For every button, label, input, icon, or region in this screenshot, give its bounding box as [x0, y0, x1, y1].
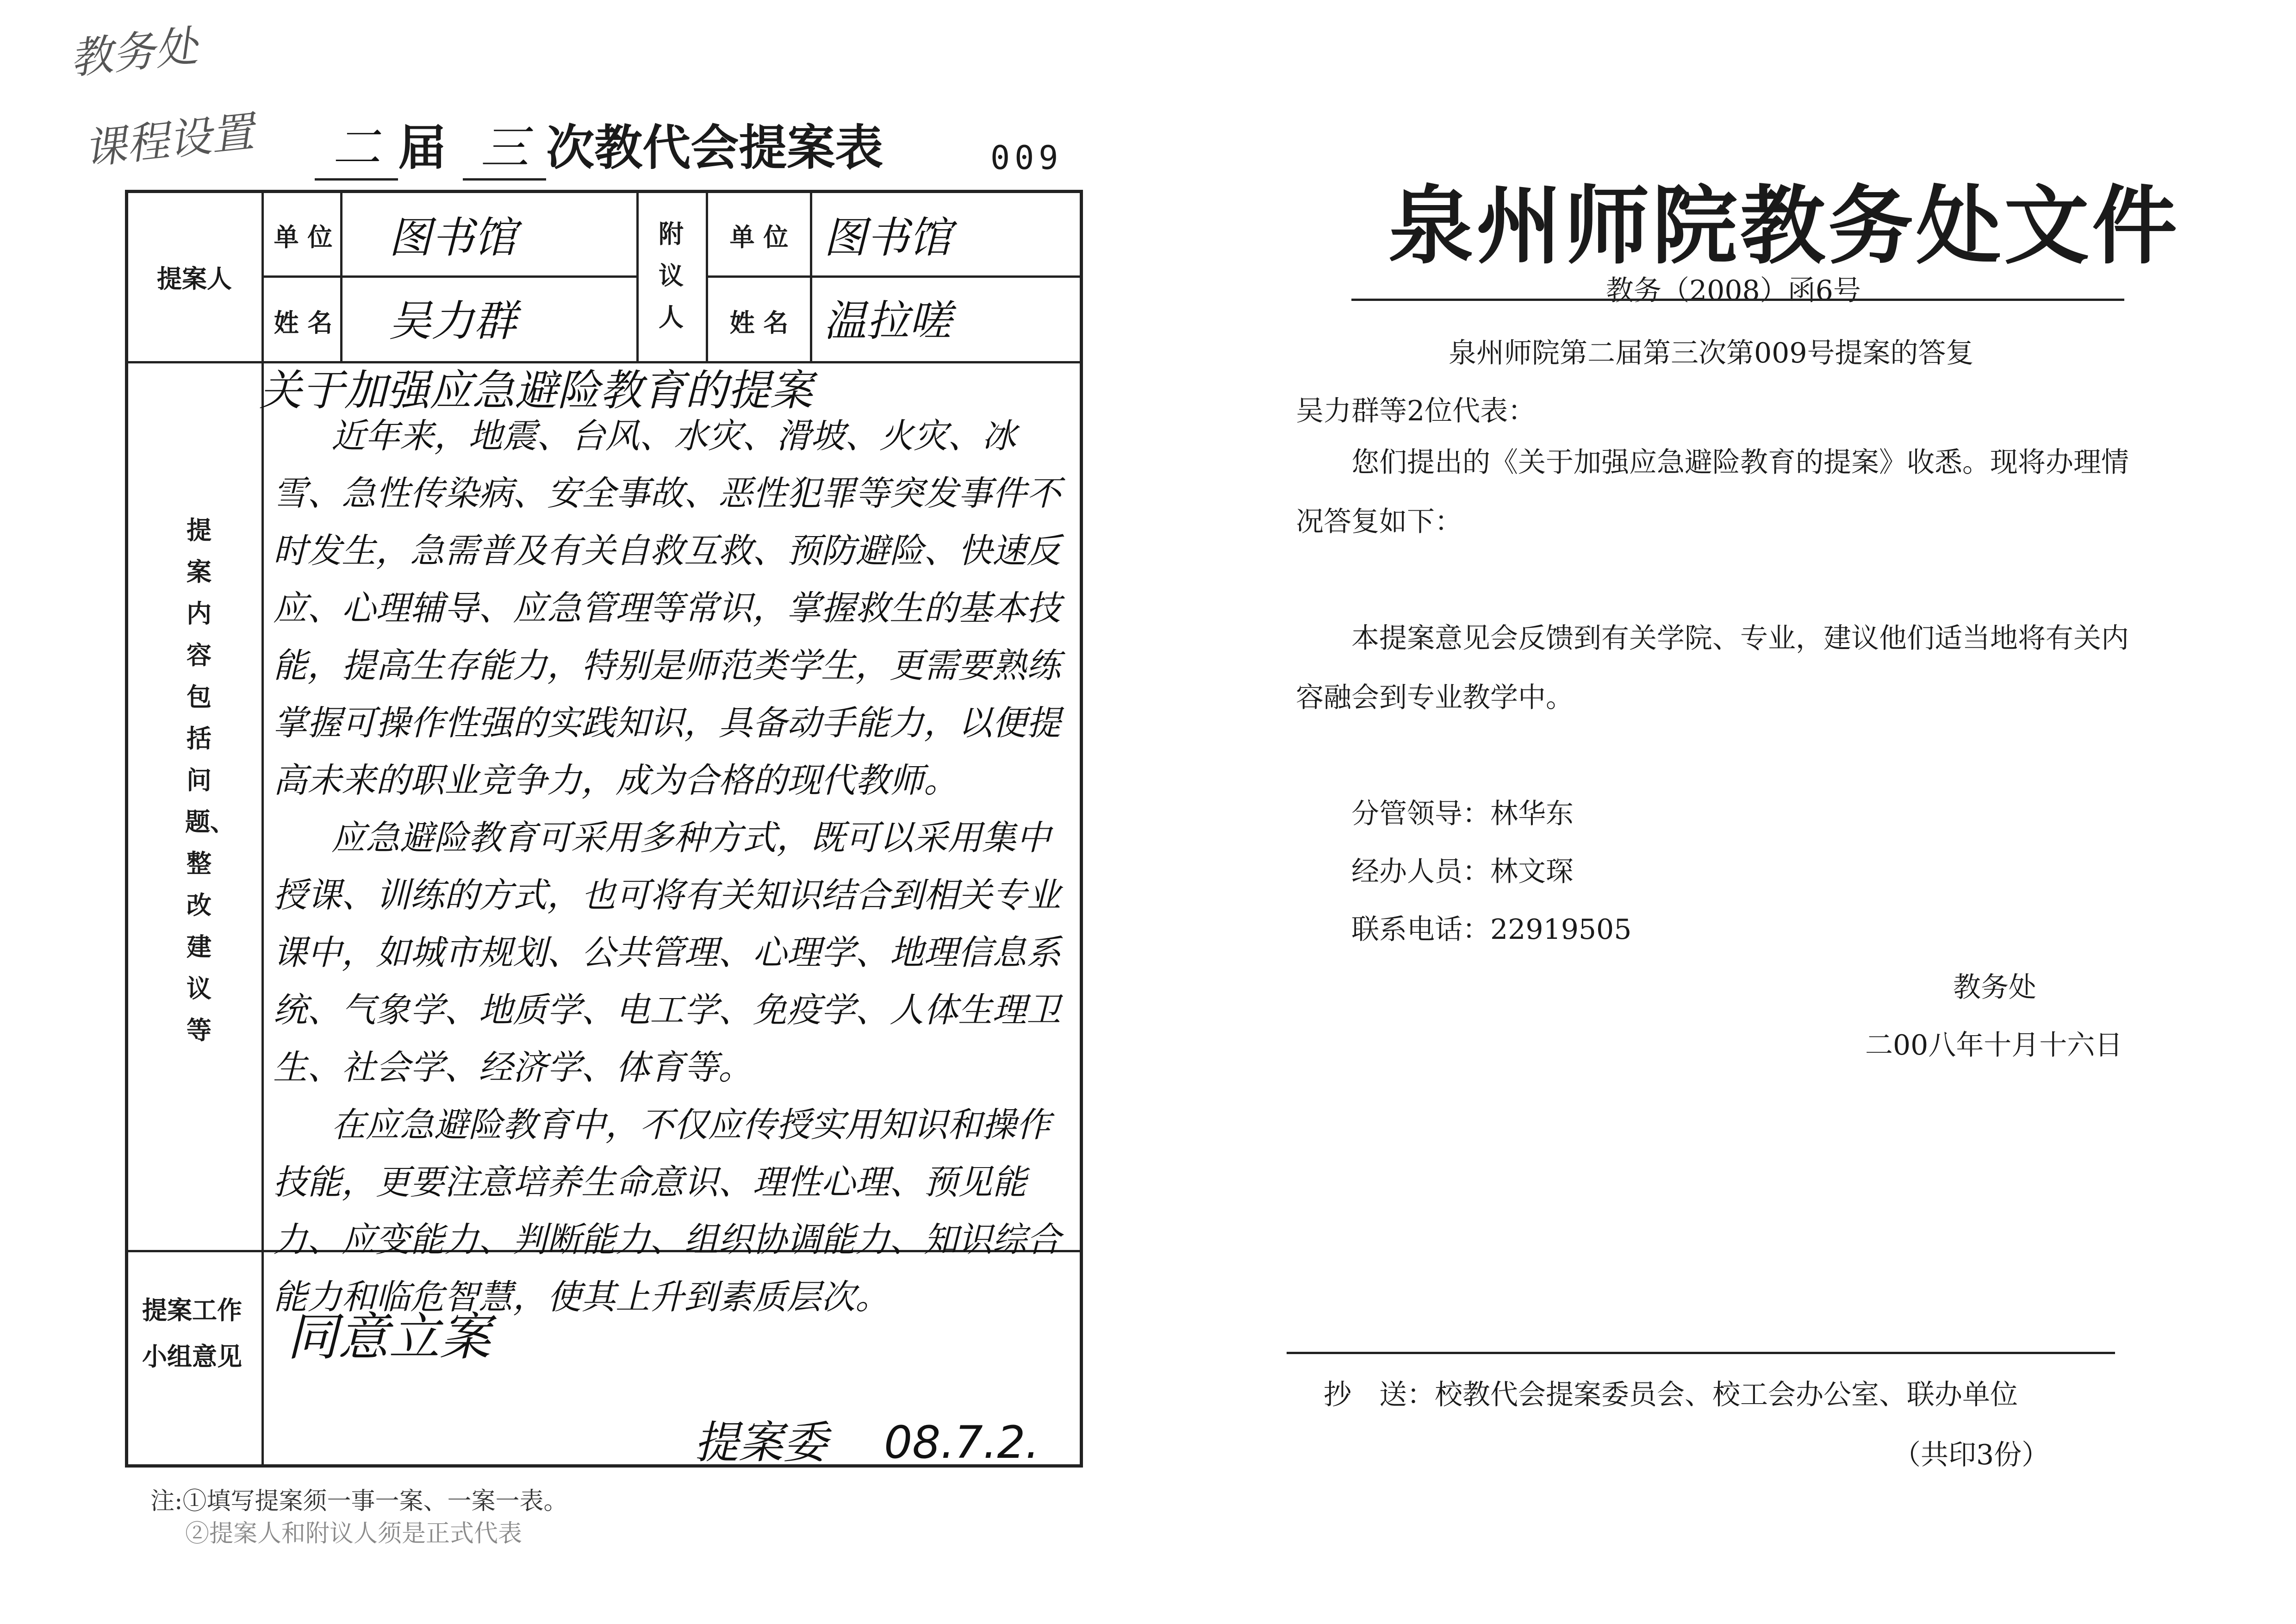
reply-paragraph-1 [1296, 433, 2147, 551]
col-divider-seconder-fields [706, 190, 708, 361]
committee-signature: 提案委 [694, 1417, 828, 1468]
reply-date: 二00八年十月十六日 [1865, 1029, 2123, 1062]
document-number: 教务（2008）函6号 [1606, 275, 1861, 307]
term-unit: 届 [398, 119, 447, 176]
margin-note-office: 教务处 [67, 21, 200, 84]
col-divider-unit-label [340, 190, 342, 361]
content-paragraph-1: 近年来，地震、台风、水灾、滑坡、火灾、冰雪、急性传染病、安全事故、恶性犯罪等突发事件不时发生，急需普及有关自救互救、预防避险、快速反应、心理辅导、应急管理等常识，掌握救生的基本技能，提高生存能力，特别是师范类学生，更需要熟练掌握可操作性强的实践知识，具备动手能力，以便提高未来的职业竞争力，成为合格的现代教师。 [273, 416, 1061, 800]
label-seconder-unit: 单 位 [729, 222, 789, 252]
proposer-unit-value: 图书馆 [389, 213, 517, 262]
reply-paragraph-1-text: 您们提出的《关于加强应急避险教育的提案》收悉。现将办理情况答复如下： [1296, 446, 2129, 538]
label-seconder-name: 姓 名 [729, 308, 789, 337]
session-blank: 三 [463, 109, 546, 181]
reply-paragraph-2-text: 本提案意见会反馈到有关学院、专业，建议他们适当地将有关内容融会到专业教学中。 [1296, 622, 2129, 714]
reply-leader: 分管领导：林华东 [1351, 798, 1574, 830]
label-content: 提案内容包括问题、整改建议等 [185, 515, 235, 1045]
label-committee: 提案工作小组意见 [142, 1295, 242, 1371]
label-seconder: 附议人 [659, 219, 684, 332]
reply-copies: （共印3份） [1893, 1439, 2050, 1471]
row-divider-seconder [706, 275, 1083, 278]
label-unit: 单 位 [274, 222, 333, 252]
col-divider-seconder-unit-label [810, 190, 812, 361]
reply-signer: 教务处 [1953, 971, 2036, 1004]
proposer-name-value: 吴力群 [389, 296, 517, 346]
reply-salutation: 吴力群等2位代表： [1296, 395, 1536, 427]
committee-signature-line [694, 1407, 1039, 1471]
cc-rule [1287, 1352, 2115, 1354]
content-paragraph-3: 在应急避险教育中，不仅应传授实用知识和操作技能，更要注意培养生命意识、理性心理、预见能力、应变能力、判断能力、组织协调能力、知识综合能力和临危智慧，使其上升到素质层次。 [273, 1105, 1061, 1317]
margin-note-course: 课程设置 [81, 107, 256, 174]
committee-date: 08.7.2. [884, 1417, 1039, 1468]
document-title: 泉州师院教务处文件 [1388, 176, 2180, 276]
reply-phone: 联系电话：22919505 [1351, 913, 1632, 946]
serial-number: 009 [990, 139, 1063, 177]
form-note-2: ②提案人和附议人须是正式代表 [185, 1520, 523, 1548]
committee-opinion: 同意立案 [287, 1307, 491, 1367]
reply-subject: 泉州师院第二届第三次第009号提案的答复 [1449, 337, 1974, 369]
term-blank: 二 [315, 109, 398, 181]
content-paragraph-2: 应急避险教育可采用多种方式，既可以采用集中授课、训练的方式，也可将有关知识结合到相关专业课中，如城市规划、公共管理、心理学、地理信息系统、气象学、地质学、电工学、免疫学、人体生理卫生、社会学、经济学、体育等。 [273, 818, 1061, 1087]
label-name: 姓 名 [274, 308, 333, 337]
form-title [315, 109, 883, 181]
col-divider-seconder-label [636, 190, 639, 361]
session-suffix: 次教代会提案表 [546, 119, 884, 176]
label-proposer: 提案人 [157, 264, 232, 294]
row-divider-proposer [261, 275, 636, 278]
header-rule [1351, 299, 2124, 301]
reply-paragraph-2 [1296, 609, 2147, 727]
reply-handler: 经办人员：林文琛 [1351, 856, 1574, 888]
proposal-content [273, 407, 1078, 1326]
reply-cc: 抄 送：校教代会提案委员会、校工会办公室、联办单位 [1324, 1379, 2018, 1411]
seconder-unit-value: 图书馆 [824, 213, 952, 262]
seconder-name-value: 温拉嗟 [824, 296, 952, 346]
form-note-1: 注:①填写提案须一事一案、一案一表。 [150, 1487, 568, 1515]
content-title: 关于加强应急避险教育的提案 [259, 366, 813, 415]
